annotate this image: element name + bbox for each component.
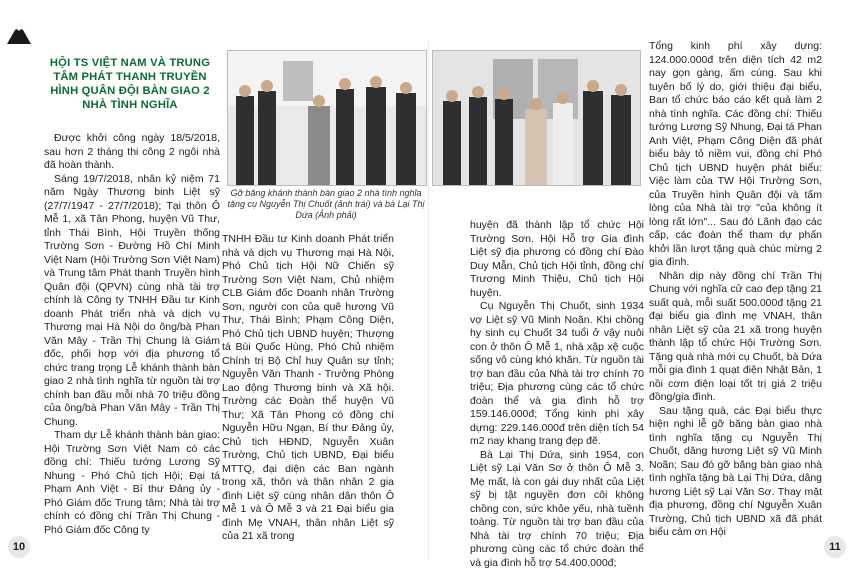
paragraph: Bà Lại Thị Dứa, sinh 1954, con Liệt sỹ Lại Văn Sơ ở thôn Ô Mễ 3. Mẹ mất, là con gái duy nhất của Liệt sỹ bị tật nguyền đơn côi không chồng con, sức khỏe yếu, nhà tuềnh toàng. Từ nguồn tài trợ ban đầu của Nhà tài trợ chính 70 triệu; Địa phương cùng các tổ chức đoàn thể và gia đình hỗ trợ 54.400.000đ; bbox=[470, 448, 644, 569]
page-number-left: 10 bbox=[8, 536, 30, 558]
text-column-1 bbox=[44, 132, 220, 537]
paragraph: Tổng kinh phí xây dựng: 124.000.000đ trên diện tích 42 m2 nay gọn gàng, ấm cúng. Sau khi tuyên bố lý do, giới thiệu đại biểu, Ban tổ chức báo cáo kết quả làm 2 nhà tình nghĩa. Các đồng chí: Thiếu tướng Lương Sỹ Nhung, Đại tá Phan Anh Việt, Phạm Công Diện đã phát biểu bày tỏ niềm vui, đồng chí Phó Chủ tịch UBND huyện phát biểu: Việc làm của TW Hội Trường Sơn, của Truyền hình Quân đội và tấm lòng của Nhà tài trợ "của không ít lòng rất lớn"... Sau đó Lãnh đạo các cấp, các đoàn thể tham dự phấn khởi lần lượt tặng quà chúc mừng 2 gia đình. bbox=[649, 40, 822, 268]
paragraph: Được khởi công ngày 18/5/2018, sau hơn 2 tháng thi công 2 ngôi nhà đã hoàn thành. bbox=[44, 132, 220, 171]
paragraph: Cụ Nguyễn Thị Chuốt, sinh 1934 vợ Liệt sỹ Vũ Minh Noãn. Khi chồng hy sinh cụ Chuốt 34 tuổi ở vậy nuôi con ở thôn Ô Mễ 1, nhà xập xệ cuộc sống vô cùng khó khăn. Từ nguồn tài trợ ban đầu của Nhà tài trợ chính 70 triệu; Địa phương cùng các tổ chức đoàn thể và gia đình hỗ trợ 159.146.000đ; Tổng kinh phí xây dựng: 229.146.000đ trên diện tích 54 m2 nay khang trang đẹp đẽ. bbox=[470, 300, 644, 447]
paragraph: huyện đã thành lập tổ chức Hội Trường Sơn. Hội Hỗ trợ Gia đình Liệt sỹ địa phương có đồng chí Đào Duy Mẫn, Chủ tịch Hội tỉnh, đồng chí Trương Minh Thiệu, Chủ tịch Hội huyện. bbox=[470, 219, 644, 299]
paragraph: Tham dự Lễ khánh thành bàn giao: Hội Trường Sơn Việt Nam có các đồng chí: Thiếu tướng Lương Sỹ Nhung - Phó Chủ tịch Hội; Đại tá Phạm Anh Việt - Bí thư Đảng ủy - Phó Giám đốc Trung tâm; Nhà tài trợ chính có đồng chí Trần Thị Chung - Phó Giám đốc Công ty bbox=[44, 429, 220, 536]
page-number-right: 11 bbox=[824, 536, 846, 558]
paragraph: TNHH Đầu tư Kinh doanh Phát triển nhà và dịch vụ Thương mại Hà Nội, Phó Chủ tịch Hội Nữ Chiến sỹ Trường Sơn Việt Nam, Chủ nhiệm CLB Giám đốc Doanh nhân Trường Sơn, người con của quê hương Vũ Thư, Thái Bình; Phạm Công Diện, Phó Chủ tịch UBND huyện; Thượng tá Bùi Quốc Hùng, Phó Chủ nhiệm Chính trị Bộ Chỉ huy Quân sự tỉnh; Nguyễn Văn Thanh - Trưởng Phòng Lao động Thương binh và Xã hội. Trường các Đoàn thể huyện Vũ Thư; Xã Tân Phong có đồng chí Nguyễn Hữu Ngạn, Bí thư Đảng ủy, Chủ tịch HĐND, Nguyễn Xuân Trường, Chủ tịch UBND, Đại biểu MTTQ, đại diện các Ban ngành trong xã, thôn và thân nhân 2 gia đình Liệt sỹ cùng nhân dân thôn Ô Mễ 1 và Ô Mễ 3 và 21 Đại biểu gia đình Mẹ VNAH, thân nhân Liệt sỹ của 21 xã trong bbox=[222, 233, 394, 542]
ceremony-photo-right bbox=[432, 50, 641, 186]
photo-caption: Gỡ băng khánh thành bàn giao 2 nhà tình nghĩa tặng cụ Nguyễn Thị Chuốt (ảnh trái) và bà Lại Thị Dứa (Ảnh phải) bbox=[227, 188, 425, 220]
text-column-3 bbox=[470, 219, 644, 570]
ceremony-photo-left bbox=[227, 50, 427, 186]
page-spread-divider bbox=[428, 40, 429, 560]
photo-left-illustration bbox=[228, 51, 426, 185]
paragraph: Nhân dịp này đồng chí Trần Thị Chung với nghĩa cử cao đẹp tặng 21 suất quà, mỗi suất 500.000đ tặng 21 đại biểu gia đình mẹ VNAH, thân nhân Liệt sỹ của 21 xã trong huyện thành lập tổ chức Hội Trường Sơn. Tặng quà nhà mới cụ Chuốt, bà Dứa mỗi gia đình 1 quạt điện Nhật Bản, 1 nồi cơm điện loại tốt trị giá 2 triệu đồng/gia đình. bbox=[649, 269, 822, 403]
mountain-logo-icon bbox=[6, 20, 32, 46]
article-title: HỘI TS VIỆT NAM VÀ TRUNG TÂM PHÁT THANH TRUYỀN HÌNH QUÂN ĐỘI BÀN GIAO 2 NHÀ TÌNH NGHĨA bbox=[49, 57, 211, 111]
text-column-2 bbox=[222, 233, 394, 544]
photo-right-illustration bbox=[433, 51, 640, 185]
paragraph: Sáng 19/7/2018, nhân kỷ niệm 71 năm Ngày Thương binh Liệt sỹ (27/7/1947 - 27/7/2018); Tại thôn Ô Mễ 1, xã Tân Phong, huyện Vũ Thư, tỉnh Thái Bình, Hội Truyền thống Trường Sơn - Đường Hồ Chí Minh Việt Nam (Hội Trường Sơn Việt Nam) và Trung tâm Phát thanh Truyền hình Quân đội (QPVN) cùng nhà tài trợ chính là Công ty TNHH Đầu tư Kinh doanh Phát triển nhà và dịch vụ Thương mại Hà Nội do ông/bà Phan Văn Mây - Trần Thị Chung là Giám đốc, phối hợp với địa phương tổ chức trang trọng Lễ khánh thành bàn giao 2 nhà tình nghĩa từ nguồn tài trợ chính ban đầu mỗi nhà 70 triệu đồng của ông/bà Phan Văn Mây - Trần Thị Chung. bbox=[44, 172, 220, 428]
text-column-4 bbox=[649, 40, 822, 540]
paragraph: Sau tặng quà, các Đại biểu thực hiện nghi lễ gỡ băng bàn giao nhà tình nghĩa tặng cụ Nguyễn Thị Chuốt, dâng hương Liệt sỹ Vũ Minh Noãn; Sau đó gỡ băng bàn giao nhà tình nghĩa tặng bà Lại Thị Dứa, dâng hương Liệt sỹ Lại Văn Sơ. Thay mặt địa phương, đồng chí Nguyễn Xuân Trường, Chủ tịch UBND xã đã phát biểu cảm ơn Hội bbox=[649, 404, 822, 538]
